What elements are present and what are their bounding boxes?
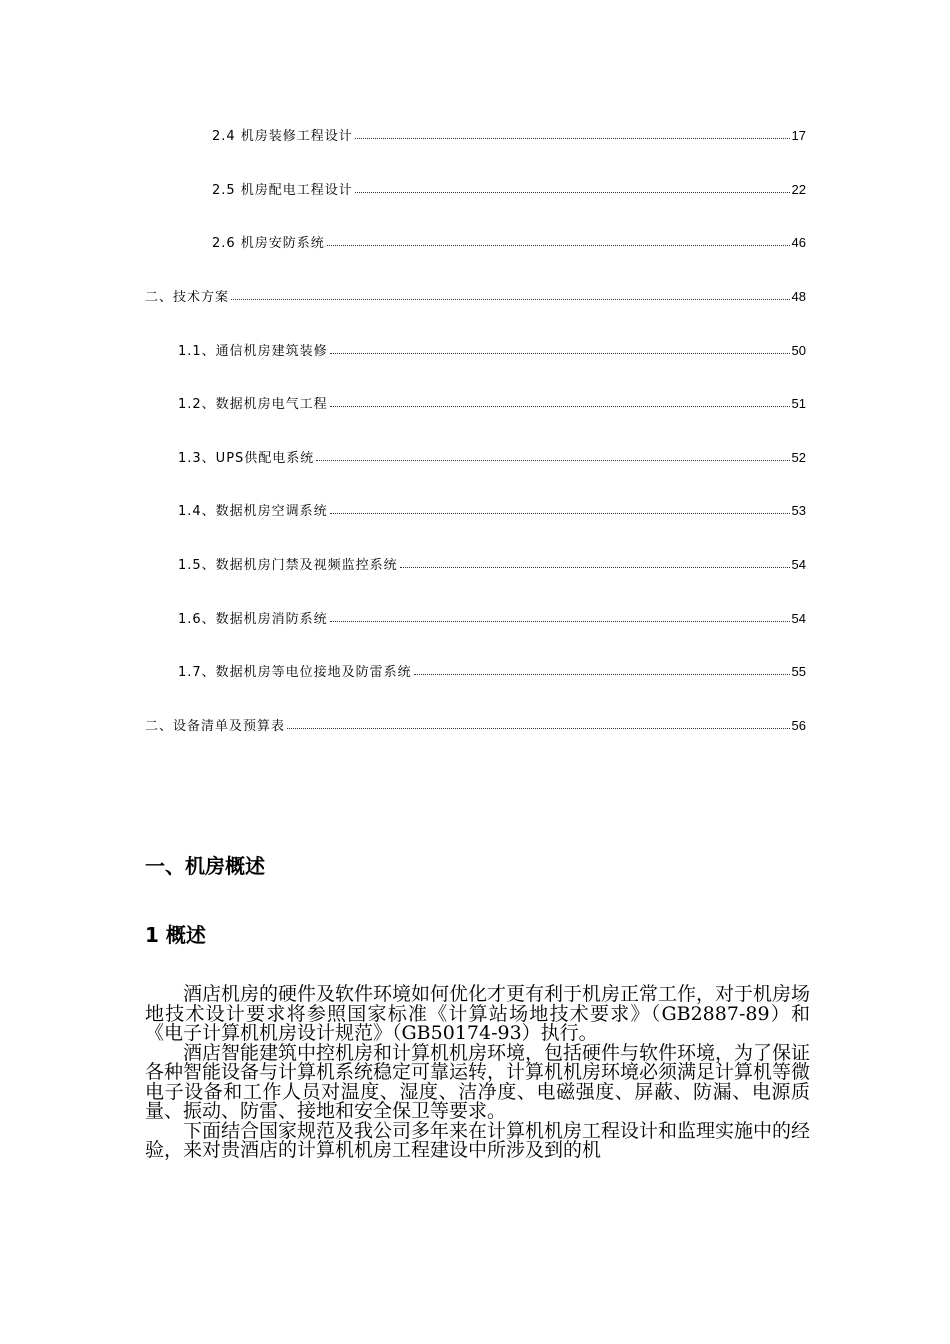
toc-page-number: 51 [791, 396, 806, 411]
toc-page-number: 46 [791, 235, 806, 250]
toc-dot-leader [355, 126, 790, 139]
toc-entry[interactable] [212, 127, 806, 146]
toc-entry-title: 1.5、数据机房门禁及视频监控系统 [178, 558, 398, 573]
toc-entry-title: 1.7、数据机房等电位接地及防雷系统 [178, 665, 412, 680]
toc-entry-title: 1.3、UPS供配电系统 [178, 451, 315, 466]
toc-dot-leader [330, 609, 790, 622]
toc-dot-leader [330, 501, 790, 514]
toc-page-number: 54 [791, 611, 806, 626]
toc-page-number: 56 [791, 718, 806, 733]
body-paragraph: 酒店智能建筑中控机房和计算机机房环境，包括硬件与软件环境，为了保证各种智能设备与计算机系统稳定可靠运转，计算机机房环境必须满足计算机等微电子设备和工作人员对温度、湿度、洁净度、电磁强度、屏蔽、防漏、电源质量、振动、防雷、接地和安全保卫等要求。 [145, 1041, 811, 1122]
toc-entry[interactable] [178, 449, 806, 468]
toc-page-number: 48 [791, 289, 806, 304]
toc-dot-leader [316, 448, 789, 461]
toc-page-number: 54 [791, 557, 806, 572]
toc-entry-title: 1.4、数据机房空调系统 [178, 504, 328, 519]
section-body [145, 985, 810, 1161]
toc-page-number: 50 [791, 343, 806, 358]
section-heading: 一、机房概述 [145, 854, 265, 878]
toc-entry-title: 2.4 机房装修工程设计 [212, 129, 353, 144]
toc-entry[interactable] [212, 181, 806, 200]
toc-entry[interactable] [178, 395, 806, 414]
toc-entry[interactable] [178, 663, 806, 682]
toc-dot-leader [330, 341, 790, 354]
toc-entry[interactable] [178, 556, 806, 575]
toc-dot-leader [327, 233, 790, 246]
body-paragraph: 酒店机房的硬件及软件环境如何优化才更有利于机房正常工作，对于机房场地技术设计要求将参照国家标准《计算站场地技术要求》（GB2887-89）和《电子计算机机房设计规范》（GB50174-93）执行。 [145, 983, 811, 1044]
toc-entry[interactable] [212, 234, 806, 253]
toc-entry-title: 1.1、通信机房建筑装修 [178, 344, 328, 359]
toc-dot-leader [355, 180, 790, 193]
toc-entry[interactable] [145, 717, 806, 736]
subsection-heading: 1 概述 [145, 923, 206, 947]
toc-entry[interactable] [178, 502, 806, 521]
body-paragraph: 下面结合国家规范及我公司多年来在计算机机房工程设计和监理实施中的经验，来对贵酒店的计算机机房工程建设中所涉及到的机 [145, 1119, 811, 1161]
toc-page-number: 52 [791, 450, 806, 465]
toc-entry-title: 2.5 机房配电工程设计 [212, 183, 353, 198]
toc-page-number: 17 [791, 128, 806, 143]
toc-dot-leader [400, 555, 790, 568]
toc-dot-leader [330, 394, 790, 407]
toc-dot-leader [231, 287, 790, 300]
toc-entry-title: 2.6 机房安防系统 [212, 236, 325, 251]
toc-entry[interactable] [178, 342, 806, 361]
toc-entry-title: 二、技术方案 [145, 290, 230, 305]
toc-page-number: 55 [791, 664, 806, 679]
toc-dot-leader [414, 662, 790, 675]
toc-entry-title: 二、设备清单及预算表 [145, 719, 286, 734]
toc-entry-title: 1.2、数据机房电气工程 [178, 397, 328, 412]
toc-entry[interactable] [178, 610, 806, 629]
toc-page-number: 53 [791, 503, 806, 518]
toc-entry[interactable] [145, 288, 806, 307]
toc-dot-leader [287, 716, 790, 729]
toc-page-number: 22 [791, 182, 806, 197]
toc-entry-title: 1.6、数据机房消防系统 [178, 612, 328, 627]
